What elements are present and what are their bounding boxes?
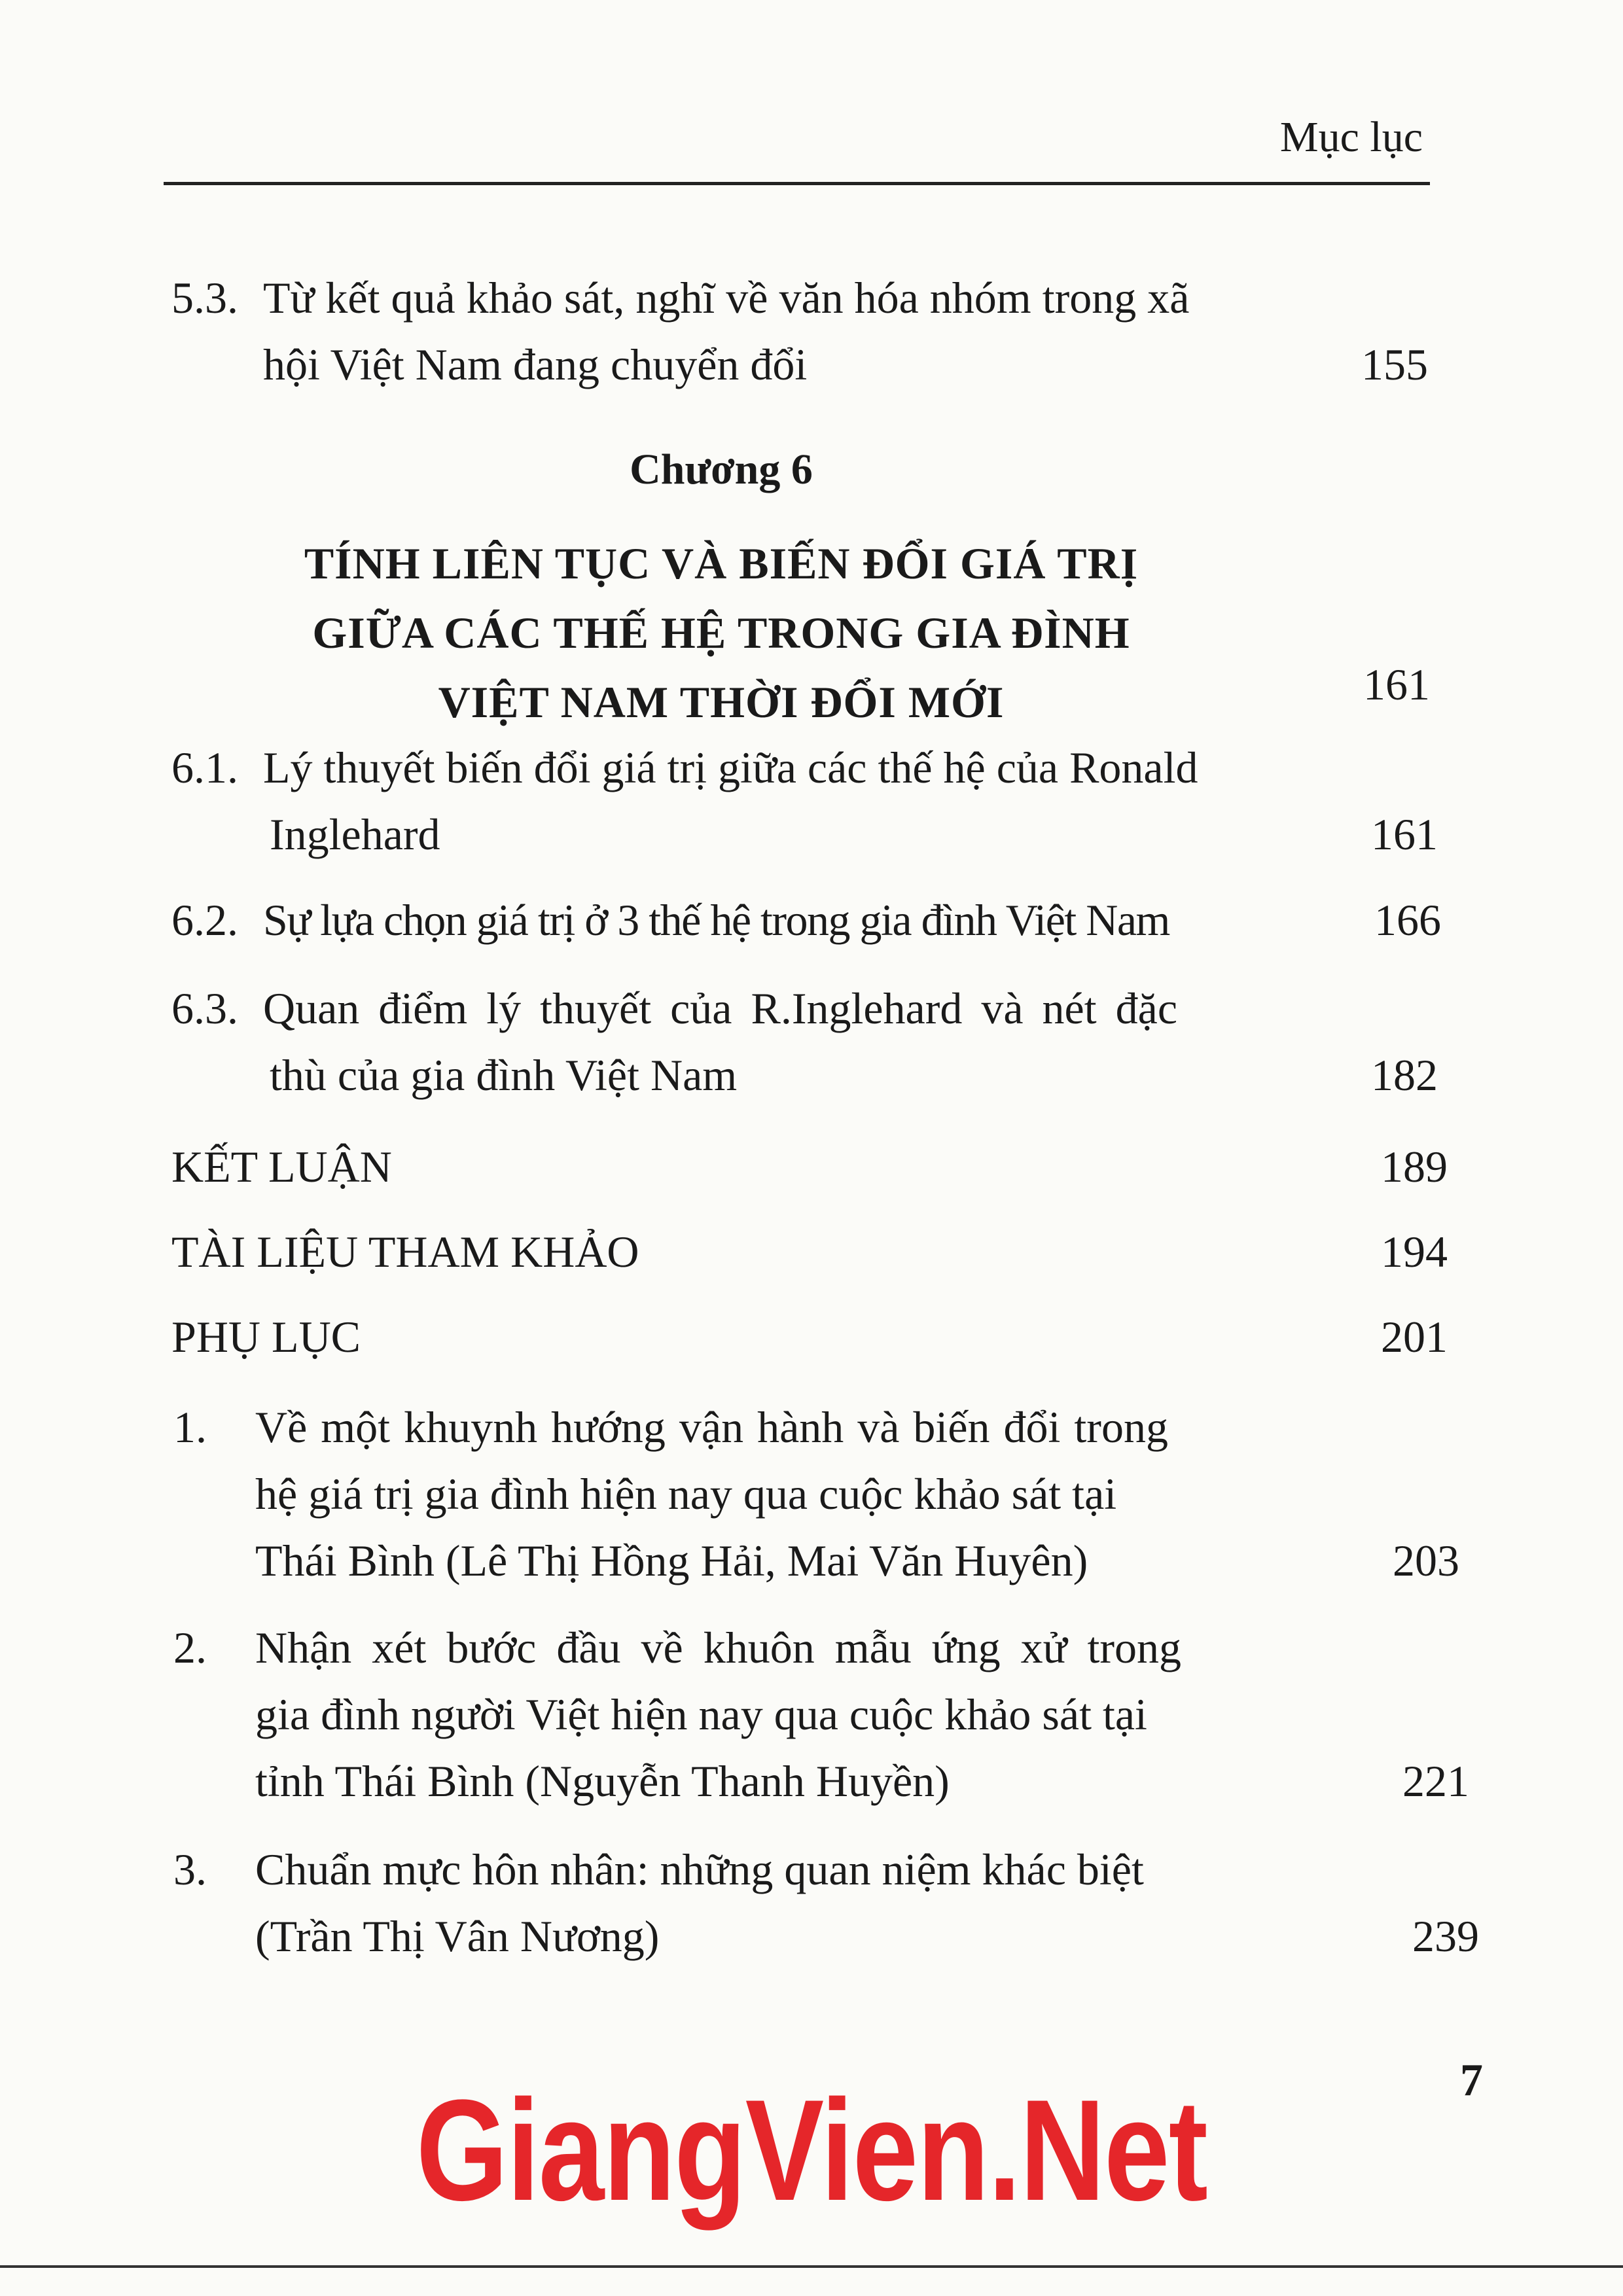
entry-number: 2.	[173, 1623, 207, 1672]
toc-entry-5-3	[171, 264, 1435, 398]
bottom-rule	[0, 2265, 1623, 2268]
section-title: PHỤ LỤC	[171, 1312, 361, 1362]
entry-page: 239	[1412, 1911, 1479, 1961]
entry-number: 3.	[173, 1845, 207, 1894]
section-page: 194	[1381, 1227, 1448, 1277]
toc-entry-6-3	[171, 975, 1438, 1108]
entry-line: thù của gia đình Việt Nam	[270, 1050, 738, 1100]
entry-line: hội Việt Nam đang chuyển đổi	[263, 340, 808, 389]
entry-number: 6.1.	[171, 743, 238, 792]
entry-line: Thái Bình (Lê Thị Hồng Hải, Mai Văn Huyên)	[255, 1536, 1088, 1585]
entry-number: 5.3.	[171, 273, 238, 323]
chapter-title-line: GIỮA CÁC THẾ HỆ TRONG GIA ĐÌNH	[312, 608, 1130, 658]
section-page: 201	[1381, 1312, 1448, 1362]
entry-line: Chuẩn mực hôn nhân: những quan niệm khác biệt	[255, 1845, 1144, 1894]
watermark-logo: GiangVien.Net	[416, 2070, 1207, 2231]
chapter-title-line: VIỆT NAM THỜI ĐỔI MỚI	[438, 677, 1005, 727]
entry-line: gia đình người Việt hiện nay qua cuộc khảo sát tại	[255, 1689, 1147, 1739]
page-number: 7	[1460, 2055, 1483, 2106]
entry-page: 161	[1371, 809, 1438, 859]
entry-line: Quan điểm lý thuyết của R.Inglehard và nét đặc	[263, 983, 1177, 1033]
entry-line: hệ giá trị gia đình hiện nay qua cuộc khảo sát tại	[255, 1469, 1117, 1519]
entry-page: 221	[1402, 1756, 1469, 1806]
entry-number: 6.2.	[171, 895, 238, 945]
entry-number: 6.3.	[171, 983, 238, 1033]
chapter-page: 161	[1363, 660, 1430, 709]
entry-line: Về một khuynh hướng vận hành và biến đổi trong	[255, 1402, 1168, 1452]
entry-page: 166	[1374, 895, 1441, 945]
entry-line: Từ kết quả khảo sát, nghĩ về văn hóa nhóm trong xã	[263, 273, 1190, 323]
toc-entry-6-1	[171, 734, 1438, 868]
entry-line: Lý thuyết biến đổi giá trị giữa các thế hệ của Ronald	[263, 743, 1198, 792]
toc-section-tai-lieu	[171, 1218, 1448, 1285]
running-header: Mục lục	[1279, 113, 1423, 161]
entry-line: Sự lựa chọn giá trị ở 3 thế hệ trong gia đình Việt Nam	[263, 895, 1169, 945]
toc-entry-6-2	[171, 887, 1441, 953]
toc-section-ket-luan	[171, 1133, 1448, 1200]
chapter-label: Chương 6	[630, 446, 813, 493]
entry-line: Nhận xét bước đầu về khuôn mẫu ứng xử trong	[255, 1623, 1182, 1672]
entry-number: 1.	[173, 1402, 207, 1452]
chapter-title-line: TÍNH LIÊN TỤC VÀ BIẾN ĐỔI GIÁ TRỊ	[304, 539, 1139, 588]
entry-page: 182	[1371, 1050, 1438, 1100]
appendix-entry-1	[173, 1394, 1459, 1594]
toc-section-phu-luc	[171, 1303, 1448, 1370]
entry-line: tỉnh Thái Bình (Nguyễn Thanh Huyền)	[255, 1756, 950, 1806]
appendix-entry-3	[173, 1836, 1479, 1969]
entry-page: 155	[1361, 340, 1428, 389]
header-rule	[164, 182, 1430, 185]
chapter-title	[263, 529, 1179, 737]
entry-line: (Trần Thị Vân Nương)	[255, 1911, 660, 1961]
appendix-entry-2	[173, 1614, 1469, 1814]
entry-page: 203	[1393, 1536, 1459, 1585]
section-title: TÀI LIỆU THAM KHẢO	[171, 1227, 639, 1277]
entry-line: Inglehard	[270, 809, 440, 859]
section-page: 189	[1381, 1142, 1448, 1192]
section-title: KẾT LUẬN	[171, 1142, 392, 1192]
